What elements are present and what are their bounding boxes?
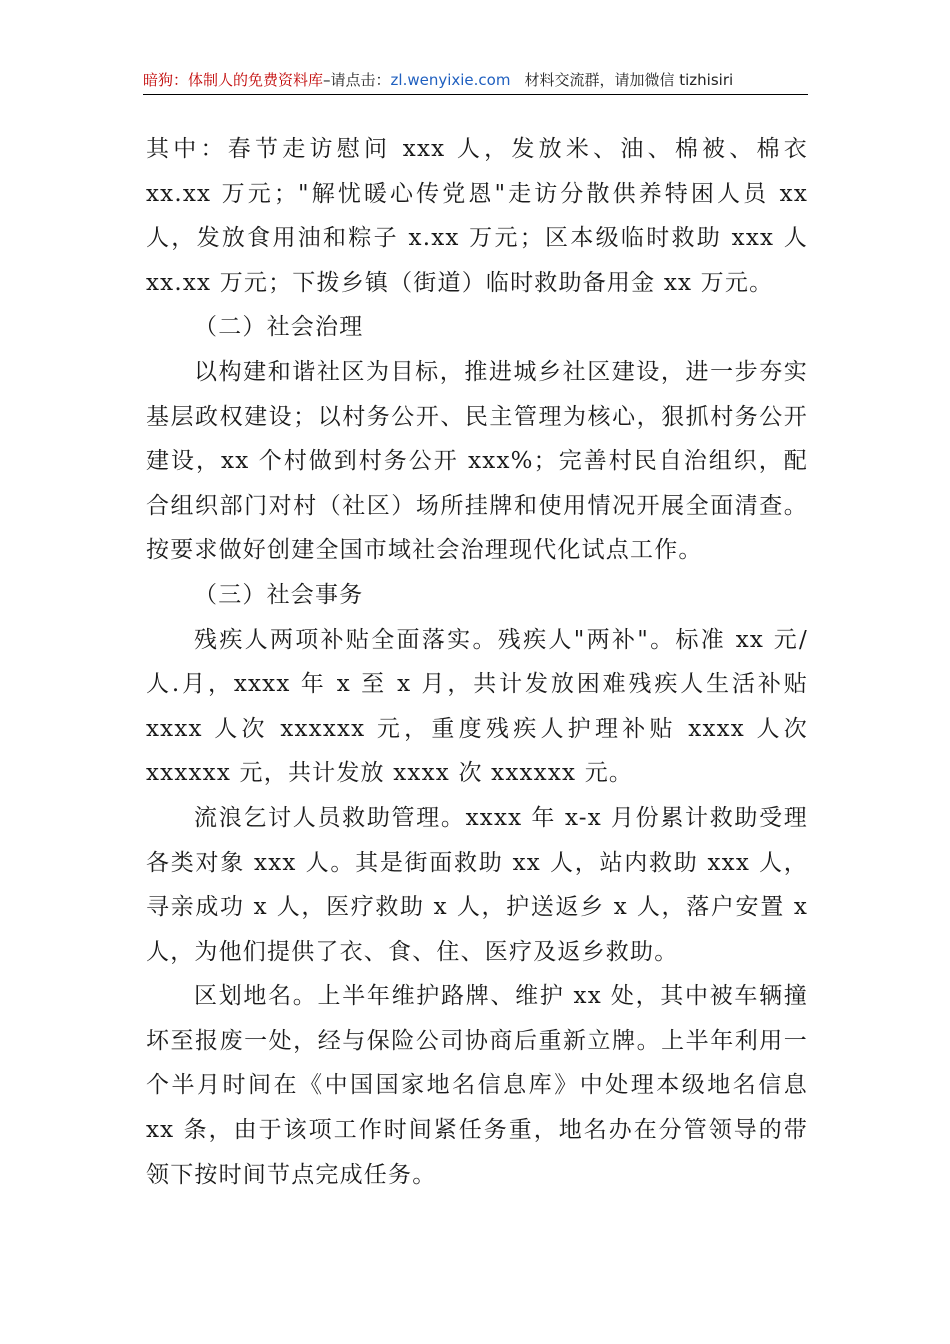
document-body — [146, 127, 808, 1197]
header-brand: 暗狗：体制人的免费资料库 — [143, 71, 324, 89]
section-heading-governance: （二）社会治理 — [194, 314, 364, 341]
page-header — [143, 66, 808, 95]
paragraph-place-names: 区划地名。上半年维护路牌、维护 xx 处，其中被车辆撞坏至报废一处，经与保险公司协商后重新立牌。上半年利用一个半月时间在《中国国家地名信息库》中处理本级地名信息 xx 条，由于该项工作时间紧任务重，地名办在分管领导的带领下按时间节点完成任务。 — [146, 983, 808, 1188]
header-prompt: –请点击： — [323, 71, 391, 89]
paragraph-intro: 其中：春节走访慰问 xxx 人，发放米、油、棉被、棉衣 xx.xx 万元；"解忧暖心传党恩"走访分散供养特困人员 xx 人，发放食用油和粽子 x.xx 万元；区本级临时救助 xxx 人 xx.xx 万元；下拨乡镇（街道）临时救助备用金 xx 万元。 — [146, 136, 808, 296]
section-heading-affairs: （三）社会事务 — [194, 581, 364, 608]
header-link[interactable]: zl.wenyixie.com — [390, 71, 511, 89]
paragraph-disabled-subsidy: 残疾人两项补贴全面落实。残疾人"两补"。标准 xx 元/人.月，xxxx 年 x 至 x 月，共计发放困难残疾人生活补贴 xxxx 人次 xxxxxx 元，重度残疾人护理补贴 xxxx 人次 xxxxxx 元，共计发放 xxxx 次 xxxxxx 元。 — [146, 626, 808, 787]
header-contact: 材料交流群，请加微信 tizhisiri — [524, 71, 734, 89]
paragraph-vagrant-assistance: 流浪乞讨人员救助管理。xxxx 年 x-x 月份累计救助受理各类对象 xxx 人。其是街面救助 xx 人，站内救助 xxx 人，寻亲成功 x 人，医疗救助 x 人，护送返乡 x 人，落户安置 x 人，为他们提供了衣、食、住、医疗及返乡救助。 — [146, 804, 808, 965]
paragraph-governance: 以构建和谐社区为目标，推进城乡社区建设，进一步夯实基层政权建设；以村务公开、民主管理为核心，狠抓村务公开建设，xx 个村做到村务公开 xxx%；完善村民自治组织，配合组织部门对村（社区）场所挂牌和使用情况开展全面清查。按要求做好创建全国市域社会治理现代化试点工作。 — [146, 358, 808, 564]
